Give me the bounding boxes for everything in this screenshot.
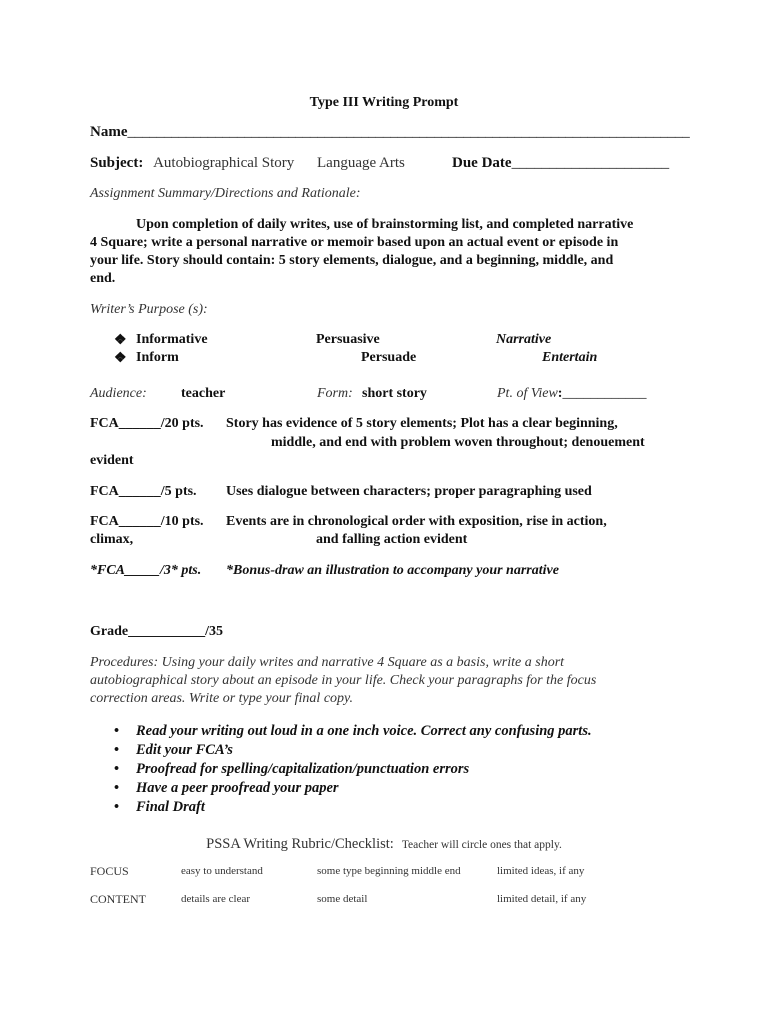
form-label: Form: — [317, 386, 353, 401]
checklist-item: • Have a peer proofread your paper — [114, 779, 694, 798]
summary-line-3: your life. Story should contain: 5 story elements, dialogue, and a beginning, middle, and — [90, 253, 614, 268]
fca-3-line-1: Events are in chronological order with exposition, rise in action, — [226, 514, 607, 529]
summary-line-1: Upon completion of daily writes, use of brainstorming list, and completed narrative — [136, 217, 634, 232]
subject-row — [90, 155, 294, 172]
procedures-line-1: Procedures: Using your daily writes and narrative 4 Square as a basis, write a short — [90, 655, 565, 670]
checklist-item: • Read your writing out loud in a one inch voice. Correct any confusing parts. — [114, 722, 694, 741]
purpose-persuade: Persuade — [361, 350, 417, 365]
rubric-category-content: CONTENT — [90, 892, 146, 906]
subject-label: Subject: — [90, 155, 144, 171]
fca-1-line-2: middle, and end with problem woven throughout; denouement — [271, 435, 645, 450]
purpose-entertain: Entertain — [542, 350, 598, 365]
due-date-row — [452, 155, 669, 172]
rubric-content-col1: details are clear — [181, 893, 251, 905]
writers-purpose-label: Writer’s Purpose (s): — [90, 302, 208, 317]
fca-2-line-1: Uses dialogue between characters; proper paragraphing used — [226, 484, 592, 499]
rubric-note: Teacher will circle ones that apply. — [401, 839, 562, 851]
pov-label: Pt. of View — [497, 386, 558, 401]
fca-3-line-2a: climax, — [90, 532, 134, 547]
rubric-content-col3: limited detail, if any — [497, 893, 587, 905]
name-label: Name — [90, 124, 128, 140]
assignment-summary-label: Assignment Summary/Directions and Rationale: — [90, 186, 361, 201]
fca-1-label: FCA______/20 pts. — [90, 416, 204, 431]
name-field: _____________________________________________________________________________ — [127, 124, 690, 140]
form-value: short story — [362, 386, 427, 401]
fca-bonus-label: *FCA_____/3* pts. — [90, 563, 202, 578]
subject-area: Language Arts — [317, 155, 405, 171]
fca-2-label: FCA______/5 pts. — [90, 484, 197, 499]
audience-label: Audience: — [90, 386, 147, 401]
rubric-content-col2: some detail — [317, 893, 368, 905]
rubric-title: PSSA Writing Rubric/Checklist: — [206, 836, 394, 852]
purpose-informative: Informative — [136, 332, 208, 347]
procedures-line-3: correction areas. Write or type your final copy. — [90, 691, 353, 706]
pov-field: ____________ — [562, 386, 647, 401]
fca-1-line-1: Story has evidence of 5 story elements; Plot has a clear beginning, — [226, 416, 618, 431]
rubric-category-focus: FOCUS — [90, 864, 129, 878]
pov-row — [497, 386, 646, 402]
due-date-field: _____________________ — [511, 155, 670, 171]
fca-1-line-3: evident — [90, 453, 134, 468]
subject-value: Autobiographical Story — [153, 155, 295, 171]
grade-total: Grade___________/35 — [90, 624, 223, 639]
page-title: Type III Writing Prompt — [309, 95, 459, 110]
name-row — [90, 124, 690, 141]
due-date-label: Due Date — [452, 155, 512, 171]
purpose-inform: Inform — [136, 350, 179, 365]
rubric-heading — [0, 835, 768, 853]
fca-3-label: FCA______/10 pts. — [90, 514, 204, 529]
summary-line-2: 4 Square; write a personal narrative or memoir based upon an actual event or episode in — [90, 235, 619, 250]
purpose-bullet-1: ❖ — [114, 333, 127, 348]
rubric-focus-col2: some type beginning middle end — [317, 865, 461, 877]
procedure-checklist — [114, 722, 694, 817]
pov-colon: : — [557, 386, 563, 401]
purpose-narrative: Narrative — [496, 332, 552, 347]
purpose-bullet-2: ❖ — [114, 351, 127, 366]
rubric-focus-col3: limited ideas, if any — [497, 865, 585, 877]
rubric-focus-col1: easy to understand — [181, 865, 263, 877]
fca-3-line-2b: and falling action evident — [316, 532, 468, 547]
procedures-line-2: autobiographical story about an episode in your life. Check your paragraphs for the focus — [90, 673, 597, 688]
checklist-item: • Edit your FCA’s — [114, 741, 694, 760]
checklist-item: • Proofread for spelling/capitalization/punctuation errors — [114, 760, 694, 779]
summary-line-4: end. — [90, 271, 116, 286]
audience-value: teacher — [181, 386, 226, 401]
purpose-persuasive: Persuasive — [316, 332, 380, 347]
checklist-item: • Final Draft — [114, 798, 694, 817]
fca-bonus-line: *Bonus-draw an illustration to accompany your narrative — [226, 563, 559, 578]
